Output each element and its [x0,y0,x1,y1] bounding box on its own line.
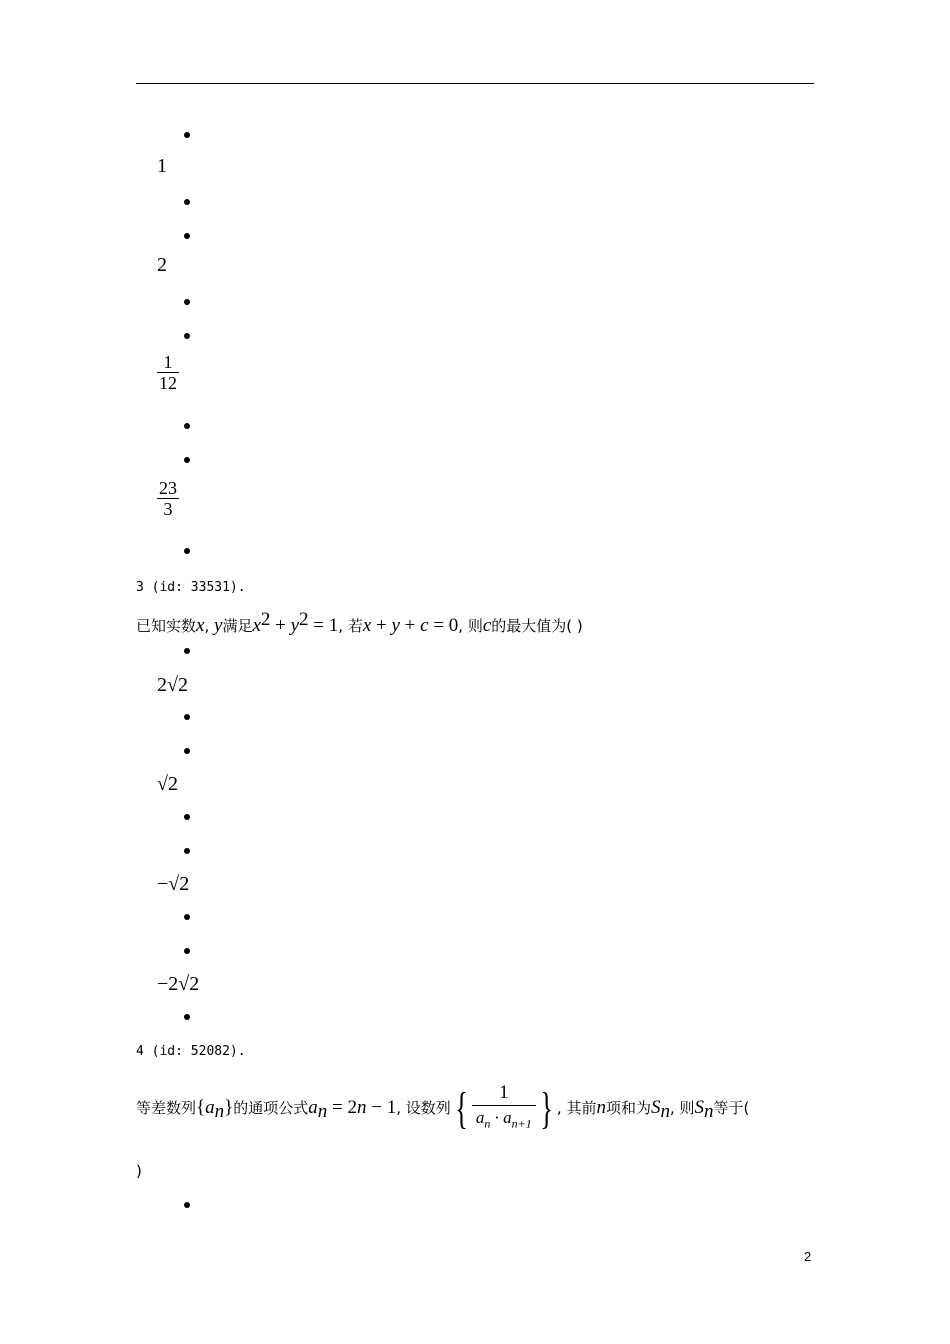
question-3-header: 3 (id: 33531). [136,580,246,595]
page-number: 2 [804,1249,812,1264]
bullet [184,948,190,954]
bullet [184,748,190,754]
stem-text: 满足 [222,617,253,635]
question-4-stem: 等差数列$\{a_n\}$的通项公式$a_n = 2n - 1$, 设数列{ $\frac{1}{a_n \cdot a_{n+1}}$ } , 其前n项和为$S_n$, 则$S_n$等于( [136,1068,749,1148]
numerator: 23 [159,478,177,498]
option-fraction-23-3 [157,478,179,519]
denominator: 12 [159,373,177,393]
stem-text: 则 [467,617,483,635]
bullet [184,299,190,305]
option-2-sqrt-2: 2√2 [157,674,188,696]
bullet [184,1202,190,1208]
stem-text: 设数列 [405,1099,451,1117]
bullet [184,914,190,920]
option-fraction-1-12 [157,352,179,393]
stem-text: 已知实数 [136,617,197,635]
stem-text: 项和为 [605,1099,651,1117]
denominator: 3 [163,499,173,519]
bullet [184,199,190,205]
bullet [184,457,190,463]
sequence-fraction: $\frac{1}{a_n \cdot a_{n+1}}$ [472,1081,536,1135]
bullet [184,848,190,854]
bullet [184,132,190,138]
left-brace: { [455,1083,468,1133]
option-1: 1 [157,155,167,177]
header-rule [136,83,814,84]
bullet [184,233,190,239]
stem-text: 若 [347,617,363,635]
stem-text: 其前 [566,1099,597,1117]
question-4-header: 4 (id: 52082). [136,1044,246,1059]
bullet [184,548,190,554]
option-neg-sqrt-2: −√2 [157,873,190,895]
stem-text: 的最大值为( ) [491,617,583,635]
stem-text: 的通项公式 [233,1099,309,1117]
option-neg-2-sqrt-2: −2√2 [157,973,200,995]
bullet [184,333,190,339]
right-brace: } [539,1083,553,1133]
bullet [184,814,190,820]
stem-text: 等于( [713,1099,750,1117]
bullet [184,423,190,429]
numerator: 1 [163,352,173,372]
option-sqrt-2: √2 [157,773,178,795]
question-3-stem: 已知实数x, y满足$x^2 + y^2 = 1$, 若x + y + c = 0, 则c的最大值为( ) [136,609,583,636]
bullet [184,1014,190,1020]
option-2: 2 [157,254,167,276]
bullet [184,648,190,654]
bullet [184,714,190,720]
stem-text: 则 [679,1099,695,1117]
stem-text: 等差数列 [136,1099,197,1117]
question-4-stem-tail: ) [136,1162,142,1180]
